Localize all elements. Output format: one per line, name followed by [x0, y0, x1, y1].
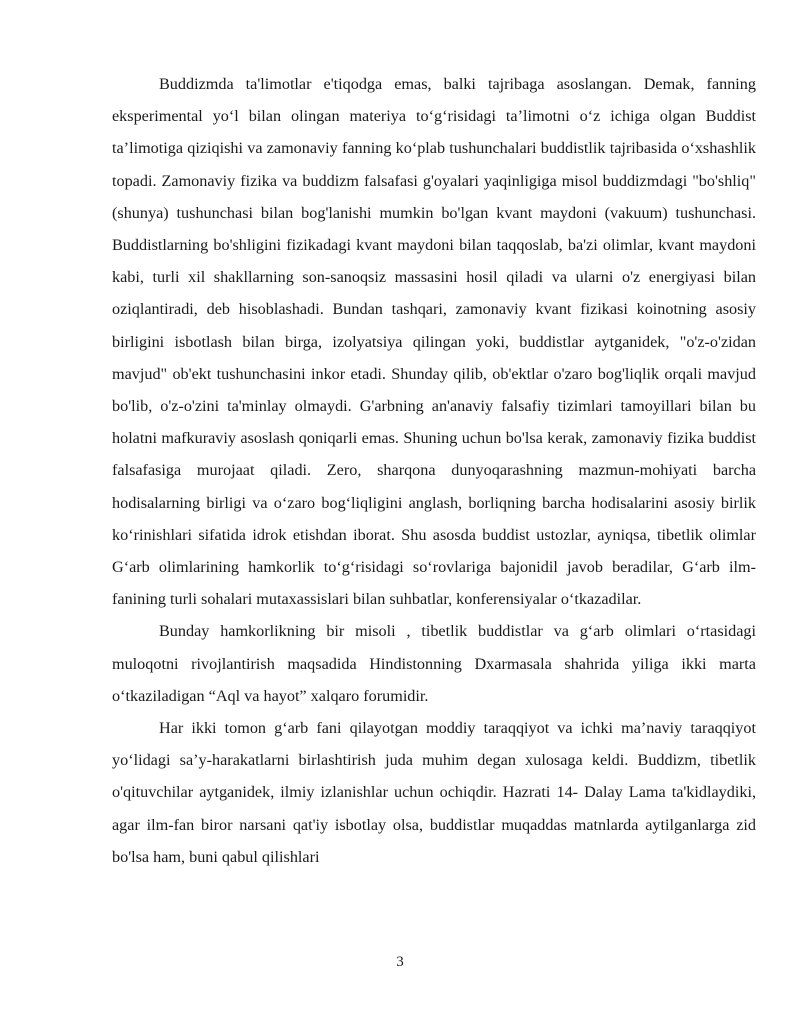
paragraph-dalai-lama: Har ikki tomon g‘arb fani qilayotgan moddiy taraqqiyot va ichki ma’naviy taraqqiyot yo‘lidagi sa’y-harakatlarni birlashtirish juda muhim degan xulosaga keldi. Buddizm, tibetlik o'qituvchilar aytganidek, ilmiy izlanishlar uchun ochiqdir. Hazrati 14- Dalay Lama ta'kidlaydiki, agar ilm-fan biror narsani qat'iy isbotlay olsa, buddistlar muqaddas matnlarda aytilganlarga zid bo'lsa ham, buni qabul qilishlari	[112, 719, 756, 866]
page-number: 3	[396, 954, 404, 970]
paragraph-mind-and-life-forum: Bunday hamkorlikning bir misoli , tibetlik buddistlar va g‘arb olimlari o‘rtasidagi muloqotni rivojlantirish maqsadida Hindistonning Dxarmasala shahrida yiliga ikki marta o‘tkaziladigan “Aql va hayot” xalqaro forumidir.	[112, 622, 756, 705]
body-text	[112, 68, 756, 873]
paragraph-buddhism-and-physics: Buddizmda ta'limotlar e'tiqodga emas, balki tajribaga asoslangan. Demak, fanning eksperimental yo‘l bilan olingan materiya to‘g‘risidagi ta’limotni o‘z ichiga olgan Buddist ta’limotiga qiziqishi va zamonaviy fanning ko‘plab tushunchalari buddistlik tajribasida o‘xshashlik topadi. Zamonaviy fizika va buddizm falsafasi g'oyalari yaqinligiga misol buddizmdagi "bo'shliq" (shunya) tushunchasi bilan bog'lanishi mumkin bo'lgan kvant maydoni (vakuum) tushunchasi. Buddistlarning bo'shligini fizikadagi kvant maydoni bilan taqqoslab, ba'zi olimlar, kvant maydoni kabi, turli xil shakllarning son-sanoqsiz massasini hosil qiladi va ularni o'z energiyasi bilan oziqlantiradi, deb hisoblashadi. Bundan tashqari, zamonaviy kvant fizikasi koinotning asosiy birligini isbotlash bilan birga, izolyatsiya qilingan yoki, buddistlar aytganidek, "o'z-o'zidan mavjud" ob'ekt tushunchasini inkor etadi. Shunday qilib, ob'ektlar o'zaro bog'liqlik orqali mavjud bo'lib, o'z-o'zini ta'minlay olmaydi. G'arbning an'anaviy falsafiy tizimlari tamoyillari bilan bu holatni mafkuraviy asoslash qoniqarli emas. Shuning uchun bo'lsa kerak, zamonaviy fizika buddist falsafasiga murojaat qiladi. Zero, sharqona dunyoqarashning mazmun-mohiyati barcha hodisalarning birligi va o‘zaro bog‘liqligini anglash, borliqning barcha hodisalarini asosiy birlik ko‘rinishlari sifatida idrok etishdan iborat. Shu asosda buddist ustozlar, ayniqsa, tibetlik olimlar G‘arb olimlarining hamkorlik to‘g‘risidagi so‘rovlariga bajonidil javob beradilar, G‘arb ilm-fanining turli sohalari mutaxassislari bilan suhbatlar, konferensiyalar o‘tkazadilar.	[112, 75, 756, 609]
